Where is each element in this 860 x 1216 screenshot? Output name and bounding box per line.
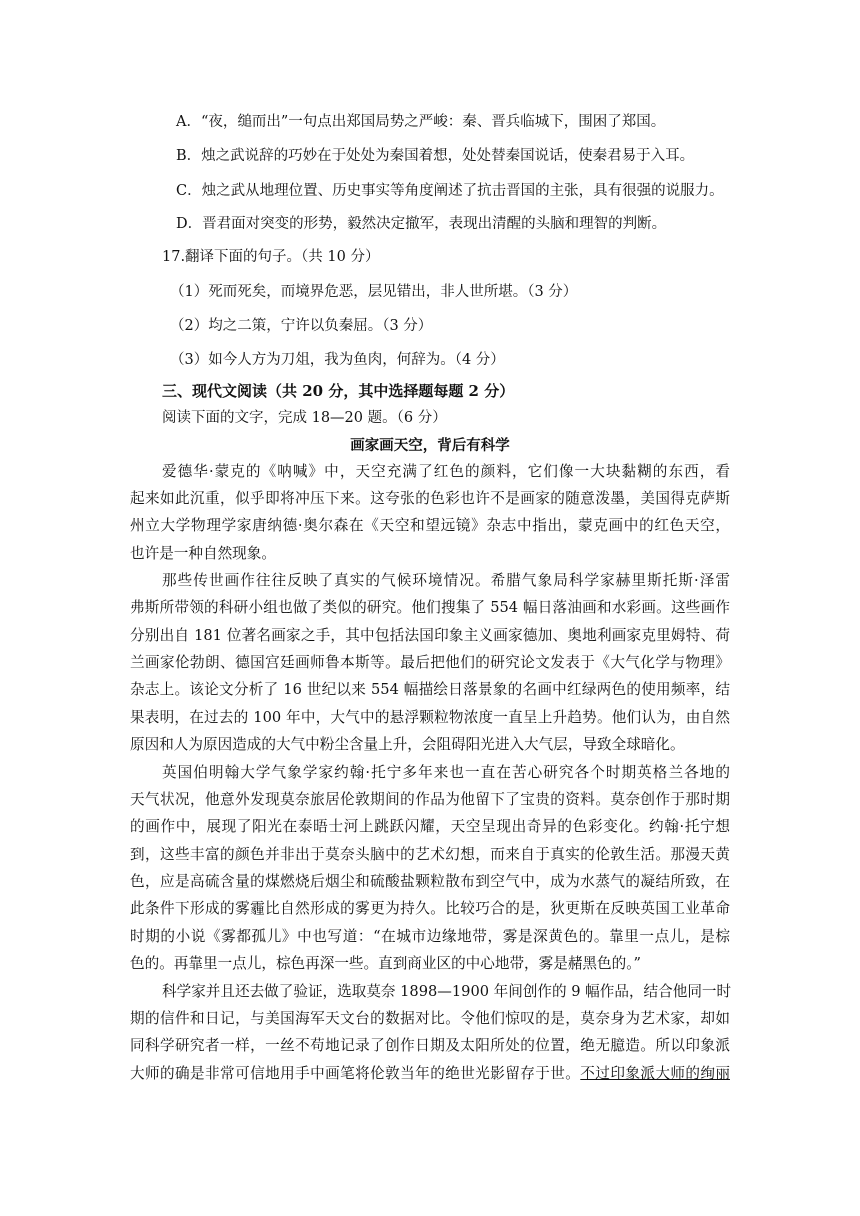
paragraph-4-line-2: 期的信件和日记，与美国海军天文台的数据对比。令他们惊叹的是，莫奈身为艺术家，却如 [130, 1010, 730, 1027]
paragraph-4-line-1: 科学家并且还去做了验证，选取莫奈 1898—1900 年间创作的 9 幅作品，结合他同一时 [162, 983, 732, 1000]
paragraph-3-line-7: 时期的小说《雾都孤儿》中也写道：“在城市边缘地带，雾是深黄色的。靠里一点儿，是棕 [130, 928, 730, 945]
paragraph-4-line-4 [130, 1064, 730, 1084]
option-a: A．“夜，缒而出”一句点出郑国局势之严峻：秦、晋兵临城下，围困了郑国。 [176, 114, 666, 130]
paragraph-3-line-5: 色，应是高硫含量的煤燃烧后烟尘和硫酸盐颗粒散布到空气中，成为水蒸气的凝结所致，在 [130, 873, 730, 890]
paragraph-3-line-6: 此条件下形成的雾霾比自然形成的雾更为持久。比较巧合的是，狄更斯在反映英国工业革命 [130, 900, 730, 917]
paragraph-1-line-1: 爱德华·蒙克的《呐喊》中，天空充满了红色的颜料，它们像一大块黏糊的东西，看 [162, 463, 730, 480]
option-d: D．晋君面对突变的形势，毅然决定撤军，表现出清醒的头脑和理智的判断。 [176, 216, 667, 232]
paragraph-3-line-8: 色的。再靠里一点儿，棕色再深一些。直到商业区的中心地带，雾是赭黑色的。” [130, 955, 641, 972]
underlined-sentence-start: 不过印象派大师的绚丽 [580, 1065, 730, 1082]
section-heading: 三、现代文阅读（共 20 分，其中选择题每题 2 分） [162, 382, 515, 400]
paragraph-2-line-6: 果表明，在过去的 100 年中，大气中的悬浮颗粒物浓度一直呈上升趋势。他们认为，由自然 [130, 709, 730, 726]
question-17-item-3: （3）如今人方为刀俎，我为鱼肉，何辞为。（4 分） [170, 352, 505, 368]
paragraph-2-line-4: 兰画家伦勃朗、德国宫廷画师鲁本斯等。最后把他们的研究论文发表于《大气化学与物理》 [130, 654, 730, 671]
question-17-item-1: （1）死而死矣，而境界危恶，层见错出，非人世所堪。（3 分） [170, 284, 578, 300]
paragraph-3-line-1: 英国伯明翰大学气象学家约翰·托宁多年来也一直在苦心研究各个时期英格兰各地的 [162, 764, 730, 781]
paragraph-2-line-2: 弗斯所带领的科研小组也做了类似的研究。他们搜集了 554 幅日落油画和水彩画。这些画作 [130, 599, 730, 616]
paragraph-3-line-3: 的画作中，展现了阳光在泰晤士河上跳跃闪耀，天空呈现出奇异的色彩变化。约翰·托宁想 [130, 818, 730, 835]
section-instruction: 阅读下面的文字，完成 18—20 题。（6 分） [162, 410, 447, 426]
option-b: B．烛之武说辞的巧妙在于处处为秦国着想，处处替秦国说话，使秦君易于入耳。 [176, 148, 695, 164]
paragraph-3-line-2: 天气状况，他意外发现莫奈旅居伦敦期间的作品为他留下了宝贵的资料。莫奈创作于那时期 [130, 791, 730, 808]
paragraph-2-line-7: 原因和人为原因造成的大气中粉尘含量上升，会阻碍阳光进入大气层，导致全球暗化。 [130, 736, 685, 753]
paragraph-2-line-5: 杂志上。该论文分析了 16 世纪以来 554 幅描绘日落景象的名画中红绿两色的使用频率，结 [130, 681, 730, 698]
article-title: 画家画天空，背后有科学 [350, 437, 510, 454]
paragraph-4-line-4-text: 大师的确是非常可信地用手中画笔将伦敦当年的绝世光影留存于世。 [130, 1065, 581, 1082]
question-17-item-2: （2）均之二策，宁许以负秦屈。（3 分） [170, 318, 433, 334]
paragraph-3-line-4: 到，这些丰富的颜色并非出于莫奈头脑中的艺术幻想，而来自于真实的伦敦生活。那漫天黄 [130, 846, 730, 863]
paragraph-2-line-3: 分别出自 181 位著名画家之手，其中包括法国印象主义画家德加、奥地利画家克里姆特、荷 [130, 627, 730, 644]
paragraph-1-line-3: 州立大学物理学家唐纳德·奥尔森在《天空和望远镜》杂志中指出，蒙克画中的红色天空， [130, 517, 730, 534]
question-17-prompt: 17.翻译下面的句子。（共 10 分） [162, 249, 380, 265]
paragraph-2-line-1: 那些传世画作往往反映了真实的气候环境情况。希腊气象局科学家赫里斯托斯·泽雷 [162, 572, 730, 589]
paragraph-1-line-2: 起来如此沉重，似乎即将冲压下来。这夸张的色彩也许不是画家的随意泼墨，美国得克萨斯 [130, 490, 730, 507]
paragraph-1-line-4: 也许是一种自然现象。 [130, 545, 276, 562]
paragraph-4-line-3: 同科学研究者一样，一丝不苟地记录了创作日期及太阳所处的位置，绝无臆造。所以印象派 [130, 1037, 730, 1054]
option-c: C．烛之武从地理位置、历史事实等角度阐述了抗击晋国的主张，具有很强的说服力。 [176, 183, 724, 199]
